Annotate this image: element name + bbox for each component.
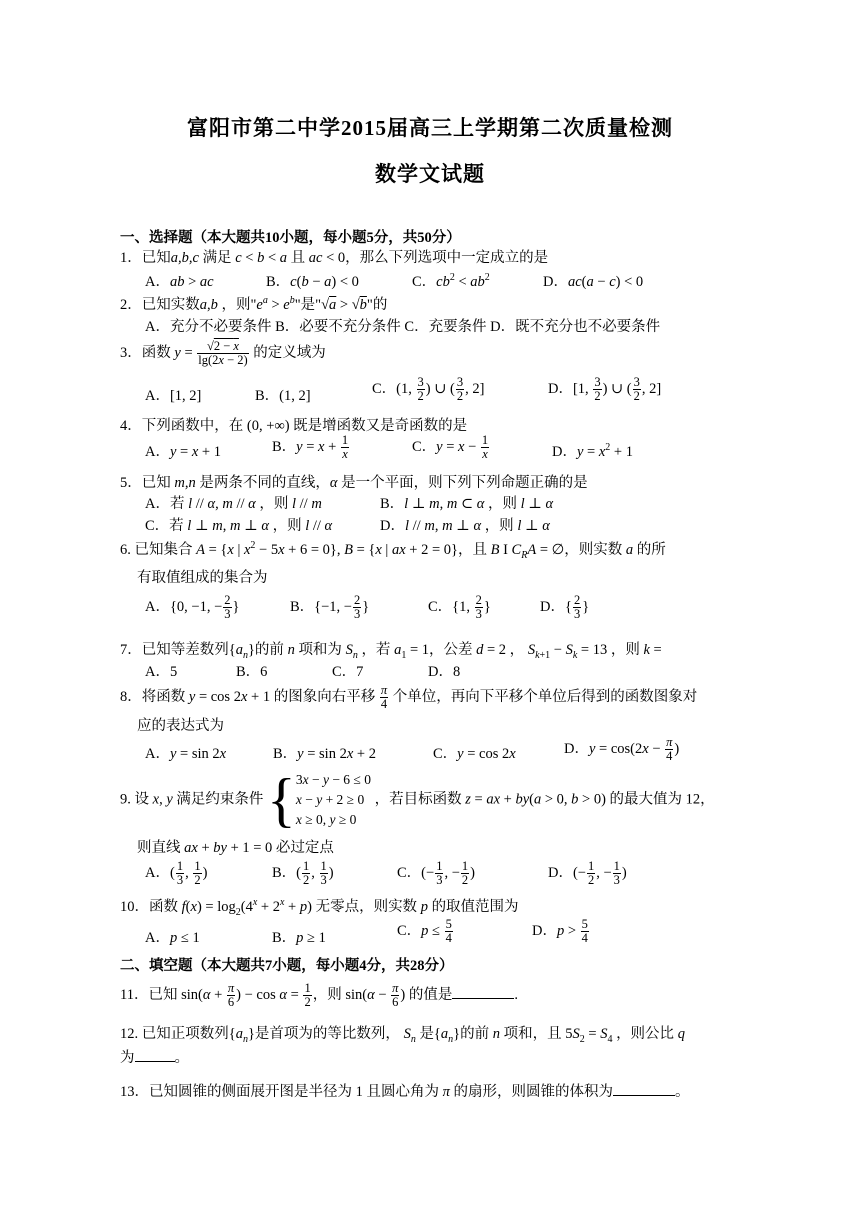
- q9-option-d: D．(− $\frac{1}{2}$ , − $\frac{1}{3}$ ): [548, 859, 627, 888]
- q9-option-a: A．( $\frac{1}{3}$ , $\frac{1}{2}$ ): [145, 859, 208, 888]
- q11-answer-blank[interactable]: [452, 986, 514, 999]
- q8-option-b: B．y = sin 2x + 2: [273, 746, 376, 762]
- q13-answer-blank[interactable]: [613, 1083, 675, 1096]
- q12-answer-blank[interactable]: [135, 1049, 175, 1062]
- q8-option-a: A．y = sin 2x: [145, 746, 227, 762]
- exam-title: 富阳市第二中学2015届高三上学期第二次质量检测: [187, 116, 673, 140]
- question-3: 3．函数 y = $\frac{√2 - x}{\lg(2x - 2)}$ 的定义域为: [120, 339, 326, 368]
- q10-option-b: B．p ≥ 1: [272, 930, 326, 946]
- q7-option-d: D．8: [428, 664, 461, 680]
- q6-option-c: C．{1, $\frac{2}{3}$ }: [428, 593, 491, 622]
- q4-option-b: B．y = x + $\frac{1}{x}$: [272, 433, 349, 462]
- q9-option-c: C．(− $\frac{1}{3}$ , − $\frac{1}{2}$ ): [397, 859, 475, 888]
- question-9: 9. 设 x, y 满足约束条件 {3x − y − 6 ≤ 0 x − y + 2 ≥ 0 x ≥ 0, y ≥ 0 ，若目标函数 z = ax + by(a > 0, b > 0) 的最大值为 12，: [120, 767, 715, 833]
- q9-max-value: 12: [685, 791, 701, 808]
- q6-option-a: A．{0, −1, − $\frac{2}{3}$ }: [145, 593, 240, 622]
- q7-option-c: C．7: [332, 664, 364, 680]
- q4-option-a: A．y = x + 1: [145, 444, 221, 460]
- q4-option-c: C．y = x − $\frac{1}{x}$: [412, 433, 489, 462]
- q2-options: A．充分不必要条件 B．必要不充分条件 C．充要条件 D．既不充分也不必要条件: [145, 319, 661, 335]
- question-8: 8．将函数 y = cos 2x + 1 的图象向右平移 $\frac{\pi}{4}$ 个单位，再向下平移个单位后得到的函数图象对: [120, 683, 698, 712]
- exam-subtitle: 数学文试题: [375, 162, 485, 186]
- q1-option-c: C．$cb^2 < ab^2$: [412, 272, 490, 290]
- q1-option-a: A．ab > ac: [145, 274, 214, 290]
- q1-option-b: B．c(b − a) < 0: [266, 274, 359, 290]
- question-1: 1．已知a,b,c 满足 c < b < a 且 ac < 0，那么下列选项中一定成立的是: [120, 250, 549, 266]
- section-heading-choice: 一、选择题（本大题共10小题，每小题5分，共50分）: [120, 230, 461, 246]
- q10-option-c: C．p ≤ $\frac{5}{4}$: [397, 917, 452, 946]
- q6-option-b: B．{−1, − $\frac{2}{3}$ }: [290, 593, 370, 622]
- q10-option-d: D．p > $\frac{5}{4}$: [532, 917, 588, 946]
- q8-option-d: D．y = cos(2x − $\frac{\pi}{4}$ ): [564, 735, 680, 764]
- question-6-cont: 有取值组成的集合为: [137, 570, 268, 586]
- question-13: 13．已知圆锥的侧面展开图是半径为 1 且圆心角为 π 的扇形，则圆锥的体积为 。: [120, 1084, 690, 1100]
- question-11: 11．已知 sin(α + $\frac{\pi}{6}$ ) − cos α = $\frac{1}{2}$ ，则 sin(α − $\frac{\pi}{6}$ ) 的值是 .: [120, 981, 518, 1010]
- q10-option-a: A．p ≤ 1: [145, 930, 200, 946]
- q3-option-a: A．[1, 2]: [145, 388, 202, 404]
- q4-option-d: D．$y = x^2 + 1$: [552, 442, 633, 460]
- section-heading-fill: 二、填空题（本大题共7小题，每小题4分，共28分）: [120, 958, 454, 974]
- q5-option-b: B．l ⊥ m, m ⊂ α ，则 l ⊥ α: [380, 496, 554, 512]
- question-7: 7．已知等差数列$\{a_n\}$的前 n 项和为 $S_n$ ，若 $a_1 = 1$，公差 d = 2 ， $S_{k+1} - S_k = 13$ ，则 k =: [120, 642, 662, 661]
- question-2: 2．已知实数a,b ，则"$e^a > e^b$"是"√a > √b"的: [120, 295, 388, 313]
- q7-option-a: A．5: [145, 664, 178, 680]
- q7-option-b: B．6: [236, 664, 268, 680]
- question-8-cont: 应的表达式为: [137, 718, 224, 734]
- q5-option-a: A．若 l // α, m // α ，则 l // m: [145, 496, 322, 512]
- question-12-cont: 为 。: [120, 1050, 189, 1066]
- q1-option-d: D．ac(a − c) < 0: [543, 274, 644, 290]
- q3-option-c: C．(1, $\frac{3}{2}$ ) ∪ ( $\frac{3}{2}$ , 2]: [372, 375, 485, 404]
- question-10: 10．函数 $f(x) = \log_2(4^x + 2^x + p)$ 无零点，则实数 p 的取值范围为: [120, 897, 519, 918]
- question-4: 4．下列函数中，在 (0, +∞) 既是增函数又是奇函数的是: [120, 418, 468, 434]
- q3-option-b: B．(1, 2]: [255, 388, 311, 404]
- q3-option-d: D．[1, $\frac{3}{2}$ ) ∪ ( $\frac{3}{2}$ , 2]: [548, 375, 662, 404]
- question-6: 6. 已知集合 A = {x | $x^2 - 5x + 6 = 0$}, B = {x | ax + 2 = 0}，且 B I $C_RA$ = ∅，则实数 a 的所: [120, 540, 666, 561]
- question-9-cont: 则直线 ax + by + 1 = 0 必过定点: [137, 840, 334, 856]
- q5-option-c: C．若 l ⊥ m, m ⊥ α ，则 l // α: [145, 518, 333, 534]
- q5-option-d: D．l // m, m ⊥ α ，则 l ⊥ α: [380, 518, 550, 534]
- q8-option-c: C．y = cos 2x: [433, 746, 516, 762]
- question-5: 5．已知 m,n 是两条不同的直线，α 是一个平面，则下列下列命题正确的是: [120, 475, 588, 491]
- q6-option-d: D．{ $\frac{2}{3}$ }: [540, 593, 590, 622]
- q9-option-b: B．( $\frac{1}{2}$ , $\frac{1}{3}$ ): [272, 859, 334, 888]
- question-12: 12. 已知正项数列$\{a_n\}$是首项为的等比数列， $S_n$ 是$\{a_n\}$的前 n 项和，且 $5S_2 = S_4$ ，则公比 q: [120, 1026, 685, 1045]
